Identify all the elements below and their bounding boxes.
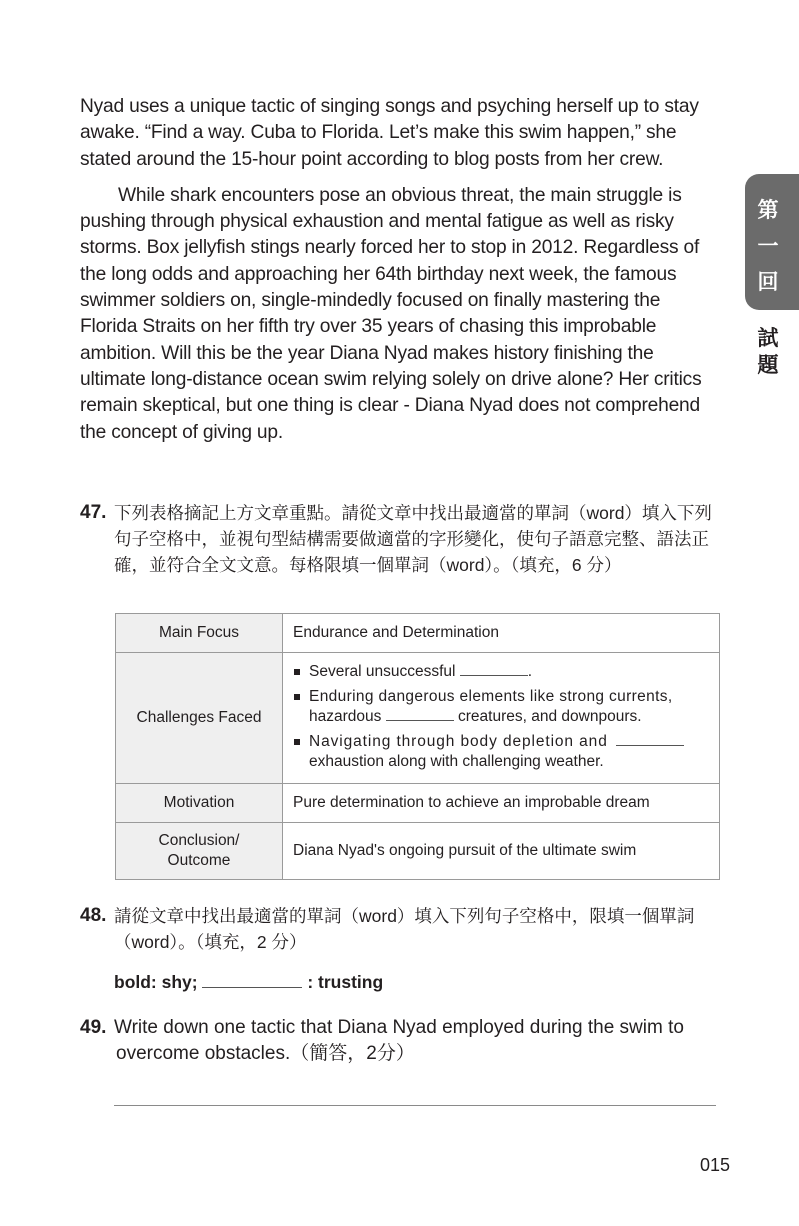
- row-value: [283, 653, 720, 784]
- page-number: 015: [700, 1155, 731, 1175]
- side-label-char: 題: [757, 354, 779, 377]
- fill-in-blank-2[interactable]: [386, 709, 454, 721]
- passage-paragraph: Nyad uses a unique tactic of singing songs and psyching herself up to stay awake. “Find a way. Cuba to Florida. Let’s make this swim happen,” she stated around the 15-hour point according to blog posts from her crew.: [80, 96, 699, 170]
- square-bullet-icon: [294, 739, 300, 745]
- section-side-label: [745, 325, 791, 379]
- summary-table: [115, 613, 720, 880]
- row-value: Pure determination to achieve an improbable dream: [283, 784, 720, 823]
- table-row: [116, 784, 720, 823]
- table-row: [116, 653, 720, 784]
- fill-in-blank-1[interactable]: [460, 664, 528, 676]
- question-number: 47.: [80, 502, 107, 523]
- analogy-prompt: bold: shy; : trusting: [114, 972, 384, 992]
- table-row: [116, 614, 720, 653]
- question-48: [80, 903, 725, 995]
- row-label: Main Focus: [116, 614, 283, 653]
- list-item: Enduring dangerous elements like strong currents, hazardous creatures, and downpours.: [293, 687, 709, 727]
- question-text: 請從文章中找出最適當的單詞（word）填入下列句子空格中，限填一個單詞（word）。（填充，2 分）: [114, 906, 695, 952]
- square-bullet-icon: [294, 669, 300, 675]
- question-number: 48.: [80, 905, 107, 926]
- table-row: [116, 823, 720, 880]
- question-text: Write down one tactic that Diana Nyad employed during the swim to overcome obstacles.（簡答，2分）: [114, 1017, 684, 1064]
- answer-line[interactable]: [114, 1105, 716, 1106]
- reading-passage: [80, 94, 720, 456]
- question-49: [80, 1015, 730, 1067]
- chapter-side-tab: [745, 174, 799, 310]
- list-item: Several unsuccessful .: [293, 662, 709, 682]
- row-value: Endurance and Determination: [283, 614, 720, 653]
- square-bullet-icon: [294, 694, 300, 700]
- side-label-char: 試: [757, 327, 779, 350]
- side-tab-char: 第: [757, 199, 779, 222]
- analogy-blank[interactable]: [202, 976, 302, 988]
- side-tab-char: 回: [757, 271, 779, 294]
- question-number: 49.: [80, 1017, 107, 1038]
- passage-paragraph: While shark encounters pose an obvious threat, the main struggle is pushing through physical exhaustion and mental fatigue as well as risky storms. Box jellyfish stings nearly forced her to stop in 2012. Regardless of the long odds and approaching her 64th birthday next week, the famous swimmer soldiers on, single-mindedly focused on finally mastering the Florida Straits on her fifth try over 35 years of chasing this improbable ambition. Will this be the year Diana Nyad makes history finishing the ultimate long-distance ocean swim relying solely on drive alone? Her critics remain skeptical, but one thing is clear - Diana Nyad does not comprehend the concept of giving up.: [80, 184, 702, 443]
- row-label: Challenges Faced: [116, 653, 283, 784]
- side-tab-char: 一: [757, 235, 779, 258]
- fill-in-blank-3[interactable]: [616, 734, 684, 746]
- list-item: Navigating through body depletion and exhaustion along with challenging weather.: [293, 732, 709, 772]
- question-text: 下列表格摘記上方文章重點。請從文章中找出最適當的單詞（word）填入下列句子空格中，並視句型結構需要做適當的字形變化，使句子語意完整、語法正確，並符合全文文意。每格限填一個單詞（word）。（填充，6 分）: [114, 503, 712, 575]
- row-label: Motivation: [116, 784, 283, 823]
- challenges-list: [293, 662, 709, 772]
- row-label: Conclusion/ Outcome: [116, 823, 283, 880]
- question-47: [80, 500, 725, 578]
- row-value: Diana Nyad's ongoing pursuit of the ultimate swim: [283, 823, 720, 880]
